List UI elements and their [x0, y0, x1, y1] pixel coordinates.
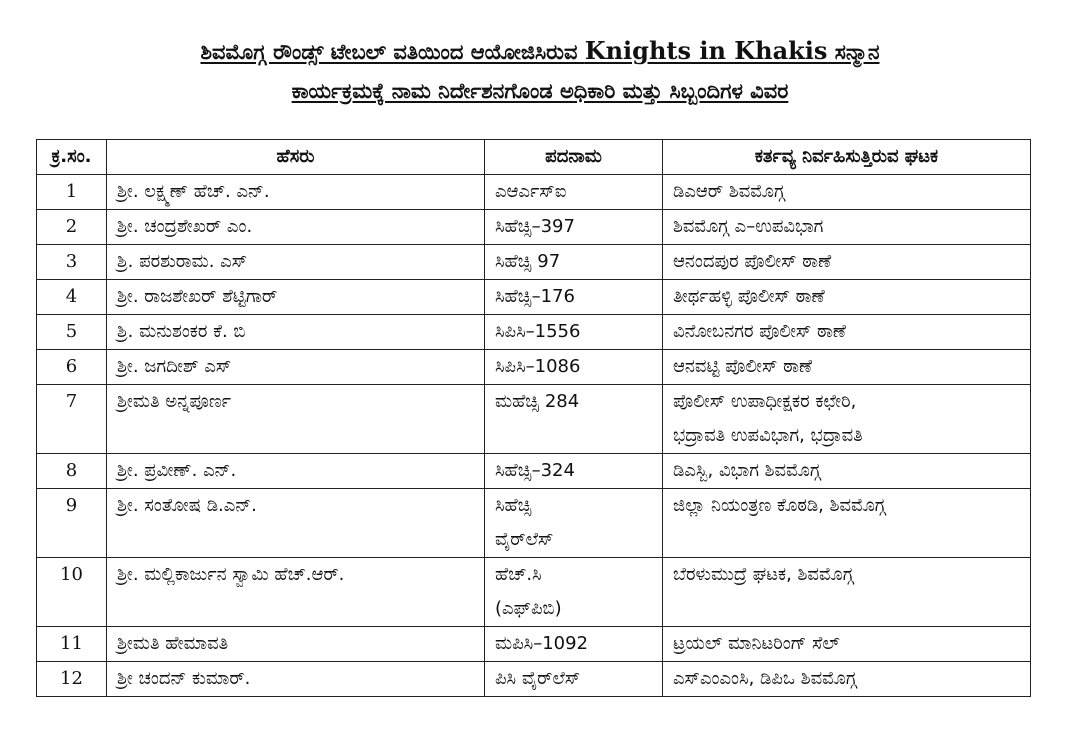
cell-serial-number: 4 — [37, 280, 107, 315]
unit-line: ಆನಂದಪುರ ಪೊಲೀಸ್ ಠಾಣೆ — [673, 251, 832, 272]
cell-serial-number: 11 — [37, 627, 107, 662]
designation-line: ಸಿಹೆಚ್ಸಿ — [495, 495, 532, 516]
cell-name: ಶ್ರೀ ಚಂದನ್ ಕುಮಾರ್. — [107, 662, 485, 697]
table-row — [37, 245, 1031, 280]
cell-unit — [663, 662, 1031, 697]
unit-line: ಬೆರಳುಮುದ್ರೆ ಘಟಕ, ಶಿವಮೊಗ್ಗ — [673, 564, 854, 585]
unit-line: ಪೊಲೀಸ್ ಉಪಾಧೀಕ್ಷಕರ ಕಛೇರಿ, — [673, 391, 857, 412]
table-row — [37, 558, 1031, 627]
table-header-row — [37, 140, 1031, 175]
cell-name: ಶ್ರೀ. ರಾಜಶೇಖರ್ ಶೆಟ್ಟಿಗಾರ್ — [107, 280, 485, 315]
cell-serial-number: 6 — [37, 350, 107, 385]
cell-designation — [485, 385, 663, 454]
cell-unit — [663, 350, 1031, 385]
cell-designation — [485, 454, 663, 489]
cell-designation — [485, 280, 663, 315]
cell-serial-number: 9 — [37, 489, 107, 558]
cell-unit — [663, 489, 1031, 558]
designation-line: ಮಹೆಚ್ಸಿ 284 — [495, 391, 580, 412]
table-body — [37, 175, 1031, 697]
cell-name: ಶ್ರೀಮತಿ ಅನ್ನಪೂರ್ಣ — [107, 385, 485, 454]
cell-name: ಶ್ರಿ. ಮನುಶಂಕರ ಕೆ. ಬಿ — [107, 315, 485, 350]
unit-line: ಡಿಎಆರ್ ಶಿವಮೊಗ್ಗ — [673, 181, 785, 202]
cell-serial-number: 8 — [37, 454, 107, 489]
cell-unit — [663, 210, 1031, 245]
designation-line: ಸಿಹೆಚ್ಸಿ 97 — [495, 251, 561, 272]
cell-designation — [485, 315, 663, 350]
cell-name: ಶ್ರೀ. ಸಂತೋಷ ಡಿ.ಎನ್. — [107, 489, 485, 558]
cell-name: ಶ್ರೀ. ಜಗದೀಶ್ ಎಸ್ — [107, 350, 485, 385]
cell-unit — [663, 385, 1031, 454]
table-row — [37, 175, 1031, 210]
designation-line: ಸಿಹೆಚ್ಸಿ–176 — [495, 286, 575, 307]
cell-serial-number: 12 — [37, 662, 107, 697]
cell-name: ಶ್ರೀ. ಚಂದ್ರಶೇಖರ್ ಎಂ. — [107, 210, 485, 245]
cell-designation — [485, 350, 663, 385]
cell-name: ಶ್ರೀ. ಲಕ್ಷ್ಮಣ್ ಹೆಚ್. ಎನ್. — [107, 175, 485, 210]
header-unit: ಕರ್ತವ್ಯ ನಿರ್ವಹಿಸುತ್ತಿರುವ ಘಟಕ — [663, 140, 1031, 175]
cell-designation — [485, 627, 663, 662]
table-row — [37, 489, 1031, 558]
unit-line: ಆನವಟ್ಟಿ ಪೊಲೀಸ್ ಠಾಣೆ — [673, 356, 813, 377]
designation-line: ವೈರ್‌ಲೆಸ್ — [495, 529, 554, 550]
unit-line: ಶಿವಮೊಗ್ಗ ಎ–ಉಪವಿಭಾಗ — [673, 216, 824, 237]
header-name: ಹೆಸರು — [107, 140, 485, 175]
title-english-part: Knights in Khakis — [584, 36, 828, 65]
document-title-line-1 — [40, 38, 1040, 65]
designation-line: ಪಿಸಿ ವೈರ್‌ಲೆಸ್ — [495, 668, 581, 689]
cell-serial-number: 2 — [37, 210, 107, 245]
cell-designation — [485, 245, 663, 280]
cell-serial-number: 1 — [37, 175, 107, 210]
cell-serial-number: 7 — [37, 385, 107, 454]
table-row — [37, 280, 1031, 315]
unit-line: ವಿನೋಬನಗರ ಪೊಲೀಸ್ ಠಾಣೆ — [673, 321, 847, 342]
table-row — [37, 454, 1031, 489]
cell-designation — [485, 489, 663, 558]
designation-line: ಸಿಹೆಚ್ಸಿ–324 — [495, 460, 575, 481]
title-kannada-part-1: ಶಿವಮೊಗ್ಗ ರೌಂಡ್ಸ್ ಟೇಬಲ್ ವತಿಯಿಂದ ಆಯೋಜಿಸಿರುವ — [200, 40, 585, 64]
cell-serial-number: 3 — [37, 245, 107, 280]
document-title-line-2 — [40, 78, 1040, 104]
designation-line: ಎಆರ್ಎಸ್ಐ — [495, 181, 567, 202]
cell-designation — [485, 175, 663, 210]
header-serial-number: ಕ್ರ.ಸಂ. — [37, 140, 107, 175]
title-kannada-part-2: ಸನ್ಮಾನ — [827, 40, 880, 64]
unit-line: ತೀರ್ಥಹಳ್ಳಿ ಪೊಲೀಸ್ ಠಾಣೆ — [673, 286, 825, 307]
designation-line: ಸಿಪಿಸಿ–1556 — [495, 321, 581, 342]
table-row — [37, 662, 1031, 697]
cell-designation — [485, 210, 663, 245]
unit-line: ಡಿಎಸ್ಬಿ, ವಿಭಾಗ ಶಿವಮೊಗ್ಗ — [673, 460, 821, 481]
unit-line: ಜಿಲ್ಲಾ ನಿಯಂತ್ರಣ ಕೊಠಡಿ, ಶಿವಮೊಗ್ಗ — [673, 495, 886, 516]
cell-serial-number: 10 — [37, 558, 107, 627]
table-row — [37, 210, 1031, 245]
designation-line: ಮಪಿಸಿ–1092 — [495, 633, 589, 654]
cell-name: ಶ್ರೀ. ಮಲ್ಲಿಕಾರ್ಜುನ ಸ್ವಾಮಿ ಹೆಚ್.ಆರ್. — [107, 558, 485, 627]
table-row — [37, 627, 1031, 662]
cell-name: ಶ್ರೀ. ಪ್ರವೀಣ್. ಎನ್. — [107, 454, 485, 489]
header-designation: ಪದನಾಮ — [485, 140, 663, 175]
title-line-2-text: ಕಾರ್ಯಕ್ರಮಕ್ಕೆ ನಾಮ ನಿರ್ದೇಶನಗೊಂಡ ಅಧಿಕಾರಿ ಮತ್ತು ಸಿಬ್ಬಂದಿಗಳ ವಿವರ — [291, 79, 789, 103]
designation-line: ಹೆಚ್.ಸಿ — [495, 564, 542, 585]
cell-designation — [485, 558, 663, 627]
cell-serial-number: 5 — [37, 315, 107, 350]
cell-unit — [663, 245, 1031, 280]
table-row — [37, 350, 1031, 385]
cell-unit — [663, 315, 1031, 350]
cell-unit — [663, 175, 1031, 210]
designation-line: (ಎಫ್‌ಪಿಬಿ) — [495, 598, 562, 619]
unit-line: ಟ್ರಯಲ್ ಮಾನಿಟರಿಂಗ್ ಸೆಲ್ — [673, 633, 840, 654]
cell-unit — [663, 627, 1031, 662]
nominee-table — [36, 139, 1031, 697]
designation-line: ಸಿಹೆಚ್ಸಿ–397 — [495, 216, 575, 237]
cell-unit — [663, 280, 1031, 315]
table-row — [37, 315, 1031, 350]
cell-name: ಶ್ರೀಮತಿ ಹೇಮಾವತಿ — [107, 627, 485, 662]
cell-designation — [485, 662, 663, 697]
table-row — [37, 385, 1031, 454]
designation-line: ಸಿಪಿಸಿ–1086 — [495, 356, 581, 377]
unit-line: ಎಸ್‌ಎಂಎಂಸಿ, ಡಿಪಿಒ ಶಿವಮೊಗ್ಗ — [673, 668, 857, 689]
cell-name: ಶ್ರಿ. ಪರಶುರಾಮ. ಎಸ್ — [107, 245, 485, 280]
cell-unit — [663, 454, 1031, 489]
cell-unit — [663, 558, 1031, 627]
unit-line: ಭದ್ರಾವತಿ ಉಪವಿಭಾಗ, ಭದ್ರಾವತಿ — [673, 425, 863, 446]
